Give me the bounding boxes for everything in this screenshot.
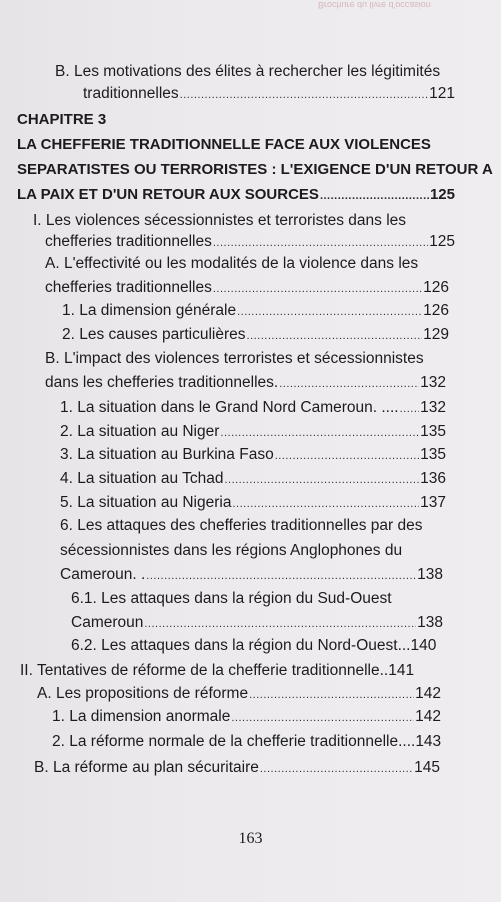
toc-page-number: 125 [429,233,455,250]
toc-entry-s1b1 [60,399,446,419]
toc-entry-text: Cameroun [71,614,144,631]
toc-page-number: 132 [420,399,446,416]
leader-dots [231,712,414,724]
toc-entry-s2a [37,685,441,705]
toc-entry-b-motivations-line1: B. Les motivations des élites à rechercher les légitimités [55,63,441,80]
leader-dots [260,763,413,775]
toc-page-number: 121 [429,85,455,102]
toc-page-number: 129 [423,326,449,343]
toc-page-number: 136 [420,470,446,487]
toc-entry-s1b-line1: B. L'impact des violences terroristes et sécessionnistes [45,350,424,367]
toc-entry-text: chefferies traditionnelles [45,233,212,250]
leader-dots [275,450,419,462]
toc-entry-s1a2 [62,326,449,346]
toc-entry-s1b6-1-line1: 6.1. Les attaques dans la région du Sud-Ouest [71,590,392,607]
toc-entry-text: 2. Les causes particulières [62,326,246,343]
toc-entry-text: 2. La réforme normale de la chefferie traditionnelle.... [52,733,416,750]
leader-dots [146,570,416,582]
chapter-title-line3 [17,186,455,206]
leader-dots [213,283,422,295]
toc-entry-text: 6.2. Les attaques dans la région du Nord-Ouest... [71,637,411,654]
toc-entry-text: chefferies traditionnelles [45,279,212,296]
toc-page-number: 138 [417,566,443,583]
toc-entry-text: 2. La situation au Niger [60,423,220,440]
toc-entry-s2a1 [52,708,441,728]
leader-dots [320,190,429,202]
leader-dots [224,474,419,486]
leader-dots [180,89,428,101]
toc-page-number: 135 [420,423,446,440]
toc-entry-text: 4. La situation au Tchad [60,470,224,487]
leader-dots [213,237,428,249]
toc-entry-text: 5. La situation au Nigeria [60,494,232,511]
toc-entry-text: 1. La situation dans le Grand Nord Cameroun. .... [60,399,399,416]
toc-entry-b-motivations [83,85,455,105]
toc-entry-s1b6-line1: 6. Les attaques des chefferies traditionnelles par des [60,517,423,534]
toc-entry-s2 [20,662,444,682]
toc-entry-s1-line1: I. Les violences sécessionnistes et terroristes dans les [33,212,407,229]
chapter-title-line2: SEPARATISTES OU TERRORISTES : L'EXIGENCE D'UN RETOUR A [17,161,493,178]
toc-entry-text: dans les chefferies traditionnelles. [45,374,279,391]
page-number: 163 [238,830,263,847]
toc-entry-s1b6 [60,566,443,586]
toc-entry-s1a [45,279,449,299]
toc-page-number: 135 [420,446,446,463]
toc-entry-s1b [45,374,446,394]
toc-entry-text: B. La réforme au plan sécuritaire [34,759,259,776]
toc-entry-text: II. Tentatives de réforme de la chefferie traditionnelle.. [20,662,389,679]
toc-entry-text: Cameroun. . [60,566,146,583]
leader-dots [400,403,420,415]
toc-page-number: 126 [423,279,449,296]
toc-entry-s1a-line1: A. L'effectivité ou les modalités de la violence dans les [45,255,419,272]
leader-dots [232,498,419,510]
toc-entry-s1b6-2 [71,637,440,657]
chapter-title-line1: LA CHEFFERIE TRADITIONNELLE FACE AUX VIOLENCES [17,136,431,153]
toc-entry-s1b6-line2: sécessionnistes dans les régions Anglophones du [60,542,403,559]
toc-page-number: 138 [417,614,443,631]
toc-entry-s1b6-1 [71,614,443,634]
toc-entry-s1b3 [60,446,446,466]
toc-page-number: 141 [388,662,415,679]
toc-page-number: 125 [429,186,455,203]
toc-page-number: 142 [415,685,441,702]
toc-entry-text: LA PAIX ET D'UN RETOUR AUX SOURCES [17,186,319,203]
toc-entry-s1a1 [62,302,449,322]
toc-page-number: 126 [423,302,449,319]
leader-dots [279,378,419,390]
toc-page-number: 145 [414,759,440,776]
leader-dots [144,618,416,630]
leader-dots [247,330,423,342]
toc-entry-s2b [34,759,440,779]
toc-page-number: 143 [415,733,442,750]
toc-page-number: 132 [420,374,446,391]
toc-entry-s1b4 [60,470,446,490]
chapter-heading: CHAPITRE 3 [17,111,107,128]
toc-entry-s1b2 [60,423,446,443]
toc-entry-text: 1. La dimension générale [62,302,237,319]
toc-entry-s1b5 [60,494,446,514]
toc-page-number: 142 [415,708,441,725]
leader-dots [220,427,419,439]
watermark: Brochure du livre d'occasion [318,0,431,10]
toc-entry-text: traditionnelles [83,85,179,102]
leader-dots [237,306,422,318]
toc-entry-s1 [45,233,455,253]
toc-page-number: 140 [410,637,437,654]
toc-page-number: 137 [420,494,446,511]
toc-entry-s2a2 [52,733,440,753]
leader-dots [249,689,414,701]
toc-entry-text: A. Les propositions de réforme [37,685,249,702]
toc-entry-text: 3. La situation au Burkina Faso [60,446,274,463]
toc-entry-text: 1. La dimension anormale [52,708,231,725]
